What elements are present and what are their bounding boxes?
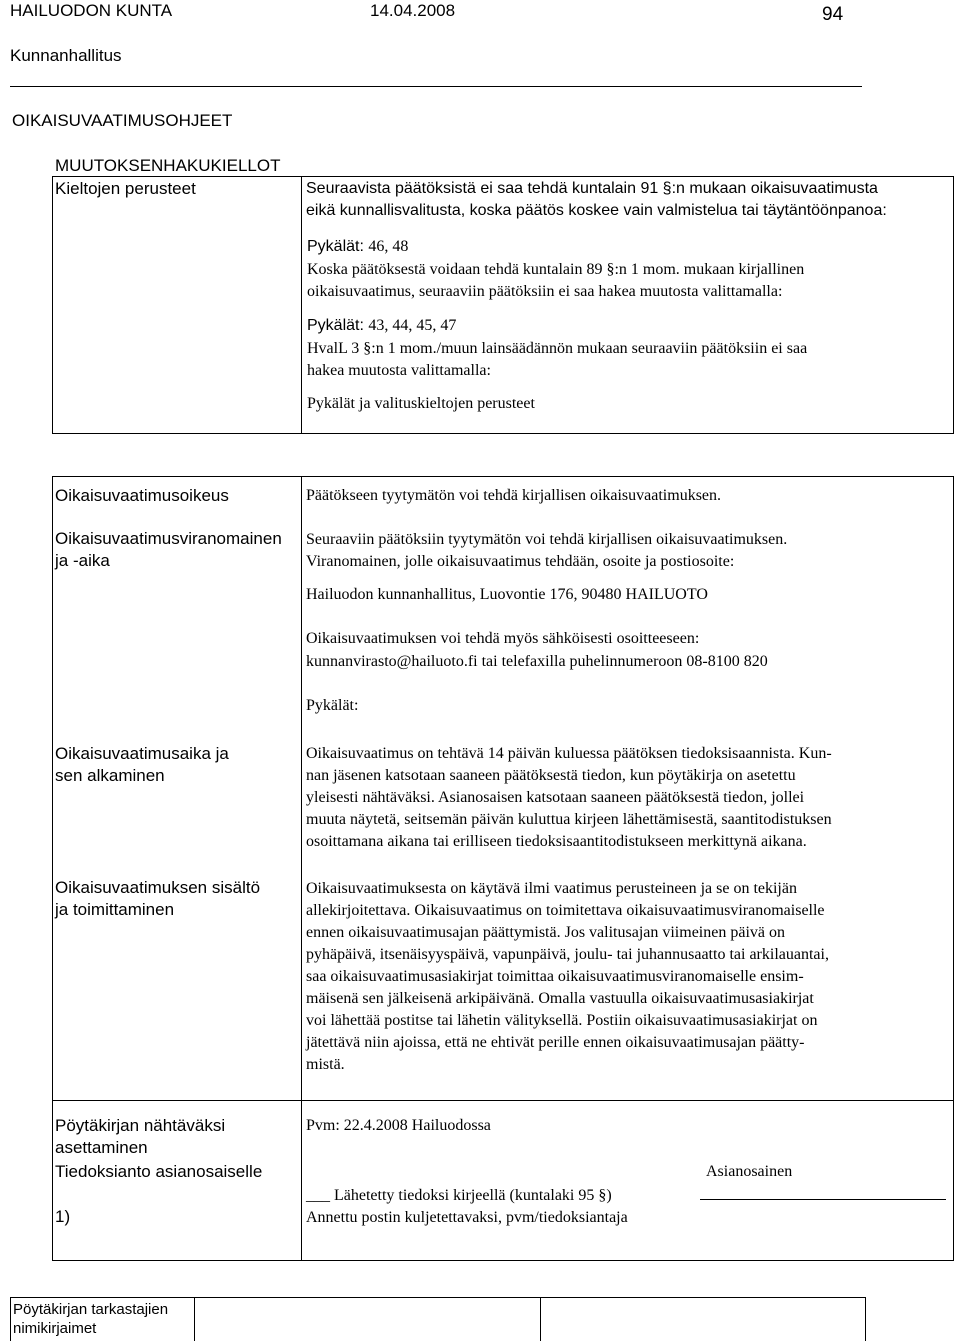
notices-divider bbox=[301, 1101, 302, 1261]
pvm-text: Pvm: 22.4.2008 Hailuodossa bbox=[306, 1117, 491, 1134]
sisalto-line: voi lähettää postitse tai lähetin välityksellä. Postiin oikaisuvaatimusasiakirjat on bbox=[306, 1012, 818, 1029]
aika-line: muuta näytetä, seitsemän päivän kuluttua kirjeen lähettämisestä, saantitodistuksen bbox=[306, 811, 832, 828]
lahetetty-text: Lähetetty tiedoksi kirjeellä (kuntalaki 95 §) bbox=[334, 1187, 612, 1204]
pykalat-1-value: 46, 48 bbox=[368, 238, 409, 255]
header-rule bbox=[10, 86, 862, 87]
tiedoksianto-label: Tiedoksianto asianosaiselle bbox=[55, 1162, 263, 1181]
viranomainen-line: Seuraaviin päätöksiin tyytymätön voi tehdä kirjallisen oikaisuvaatimuksen. bbox=[306, 531, 788, 548]
pykalat-2-value: 43, 44, 45, 47 bbox=[368, 317, 457, 334]
pykalat-1-label: Pykälät: bbox=[307, 238, 364, 255]
header-body: Kunnanhallitus bbox=[10, 46, 122, 65]
hvall-line: hakea muutosta valittamalla: bbox=[307, 362, 491, 379]
lahetetty-blank: ___ bbox=[306, 1187, 330, 1204]
aika-line: nan jäsenen katsotaan saaneen päätöksestä tiedon, kun pöytäkirja on asetettu bbox=[306, 767, 796, 784]
sisalto-line: allekirjoitettava. Oikaisuvaatimus on toimitettava oikaisuvaatimusviranomaiselle bbox=[306, 902, 825, 919]
asianosainen-label: Asianosainen bbox=[706, 1163, 793, 1180]
sisalto-label-line: Oikaisuvaatimuksen sisältö bbox=[55, 878, 261, 897]
sisalto-text bbox=[306, 878, 829, 1076]
footer-label-line: Pöytäkirjan tarkastajien bbox=[13, 1301, 169, 1318]
nahtavaksi-label bbox=[55, 1115, 225, 1159]
viranomainen-text bbox=[306, 529, 787, 573]
lahetetty-row bbox=[306, 1185, 612, 1207]
sisalto-line: mistä. bbox=[306, 1056, 345, 1073]
oikaisu-pykalat: Pykälät: bbox=[306, 697, 359, 714]
nahtavaksi-label-line: Pöytäkirjan nähtäväksi bbox=[55, 1116, 226, 1135]
oikeus-text: Päätökseen tyytymätön voi tehdä kirjallisen oikaisuvaatimuksen. bbox=[306, 487, 722, 504]
sisalto-line: Oikaisuvaatimuksesta on käytävä ilmi vaatimus perusteineen ja se on tekijän bbox=[306, 880, 797, 897]
aika-label-line: Oikaisuvaatimusaika ja bbox=[55, 744, 229, 763]
footer-divider-2 bbox=[540, 1297, 541, 1341]
koska-line: oikaisuvaatimus, seuraaviin päätöksiin ei saa hakea muutosta valittamalla: bbox=[307, 283, 783, 300]
pykalat-2 bbox=[307, 315, 456, 337]
aika-label bbox=[55, 743, 229, 787]
viranomainen-label bbox=[55, 528, 282, 572]
kielto-intro bbox=[306, 178, 887, 222]
authority-address: Hailuodon kunnanhallitus, Luovontie 176, 90480 HAILUOTO bbox=[306, 586, 708, 603]
sisalto-line: jätettävä niin ajoissa, että ne ehtivät perille ennen oikaisuvaatimusajan päätty- bbox=[306, 1034, 805, 1051]
email-line: kunnanvirasto@hailuoto.fi tai telefaxilla puhelinnumeroon 08-8100 820 bbox=[306, 653, 768, 670]
kieltojen-perusteet-label: Kieltojen perusteet bbox=[55, 179, 196, 198]
aika-label-line: sen alkaminen bbox=[55, 766, 165, 785]
muutoksenhakukiellot-divider bbox=[301, 176, 302, 434]
page-number: 94 bbox=[822, 4, 844, 25]
footer-label-line: nimikirjaimet bbox=[13, 1320, 97, 1337]
oikeus-label: Oikaisuvaatimusoikeus bbox=[55, 486, 229, 505]
annettu-text: Annettu postin kuljetettavaksi, pvm/tiedoksiantaja bbox=[306, 1209, 628, 1226]
pykalat-2-label: Pykälät: bbox=[307, 317, 364, 334]
signature-line bbox=[700, 1199, 946, 1200]
footer-label bbox=[13, 1300, 168, 1338]
koska-line: Koska päätöksestä voidaan tehdä kuntalain 89 §:n 1 mom. mukaan kirjallinen bbox=[307, 261, 805, 278]
nahtavaksi-label-line: asettaminen bbox=[55, 1138, 148, 1157]
doc-title: OIKAISUVAATIMUSOHJEET bbox=[12, 111, 233, 130]
aika-line: osoittamana aikana tai erilliseen tiedoksisaantitodistukseen merkittynä aikana. bbox=[306, 833, 807, 850]
municipality-name: HAILUODON KUNTA bbox=[10, 1, 173, 20]
footnote-marker: 1) bbox=[55, 1207, 71, 1226]
aika-line: yleisesti nähtäväksi. Asianosaisen katsotaan saaneen päätöksestä tiedon, jollei bbox=[306, 789, 805, 806]
viranomainen-line: Viranomainen, jolle oikaisuvaatimus tehdään, osoite ja postiosoite: bbox=[306, 553, 735, 570]
aika-text bbox=[306, 743, 832, 853]
section-heading-muutoksenhakukiellot: MUUTOKSENHAKUKIELLOT bbox=[55, 156, 281, 175]
sisalto-line: pyhäpäivä, itsenäisyyspäivä, vapunpäivä, joulu- tai juhannusaatto tai arkilauantai, bbox=[306, 946, 829, 963]
sisalto-label-line: ja toimittaminen bbox=[55, 900, 175, 919]
sisalto-line: ennen oikaisuvaatimusajan päättymistä. Jos valitusajan viimeinen päivä on bbox=[306, 924, 785, 941]
kielto-intro-line: Seuraavista päätöksistä ei saa tehdä kuntalain 91 §:n mukaan oikaisuvaatimusta bbox=[306, 180, 878, 197]
oikaisuvaatimus-divider bbox=[301, 476, 302, 1101]
header-date: 14.04.2008 bbox=[370, 1, 456, 20]
pykalat-3: Pykälät ja valituskieltojen perusteet bbox=[307, 395, 535, 412]
viranomainen-label-line: ja -aika bbox=[55, 551, 110, 570]
aika-line: Oikaisuvaatimus on tehtävä 14 päivän kuluessa päätöksen tiedoksisaannista. Kun- bbox=[306, 745, 832, 762]
email-intro: Oikaisuvaatimuksen voi tehdä myös sähköisesti osoitteeseen: bbox=[306, 630, 700, 647]
sisalto-line: saa oikaisuvaatimusasiakirjat toimittaa oikaisuvaatimusviranomaiselle ensim- bbox=[306, 968, 804, 985]
hvall-line: HvalL 3 §:n 1 mom./muun lainsäädännön mukaan seuraaviin päätöksiin ei saa bbox=[307, 340, 808, 357]
hvall-paragraph bbox=[307, 338, 807, 382]
viranomainen-label-line: Oikaisuvaatimusviranomainen bbox=[55, 529, 282, 548]
sisalto-line: mäisenä sen jälkeisenä arkipäivänä. Omalla vastuulla oikaisuvaatimusasiakirjat bbox=[306, 990, 814, 1007]
koska-paragraph bbox=[307, 259, 804, 303]
sisalto-label bbox=[55, 877, 260, 921]
pykalat-1 bbox=[307, 236, 408, 258]
kielto-intro-line: eikä kunnallisvalitusta, koska päätös koskee vain valmistelua tai täytäntöönpanoa: bbox=[306, 202, 887, 219]
footer-divider-1 bbox=[194, 1297, 195, 1341]
